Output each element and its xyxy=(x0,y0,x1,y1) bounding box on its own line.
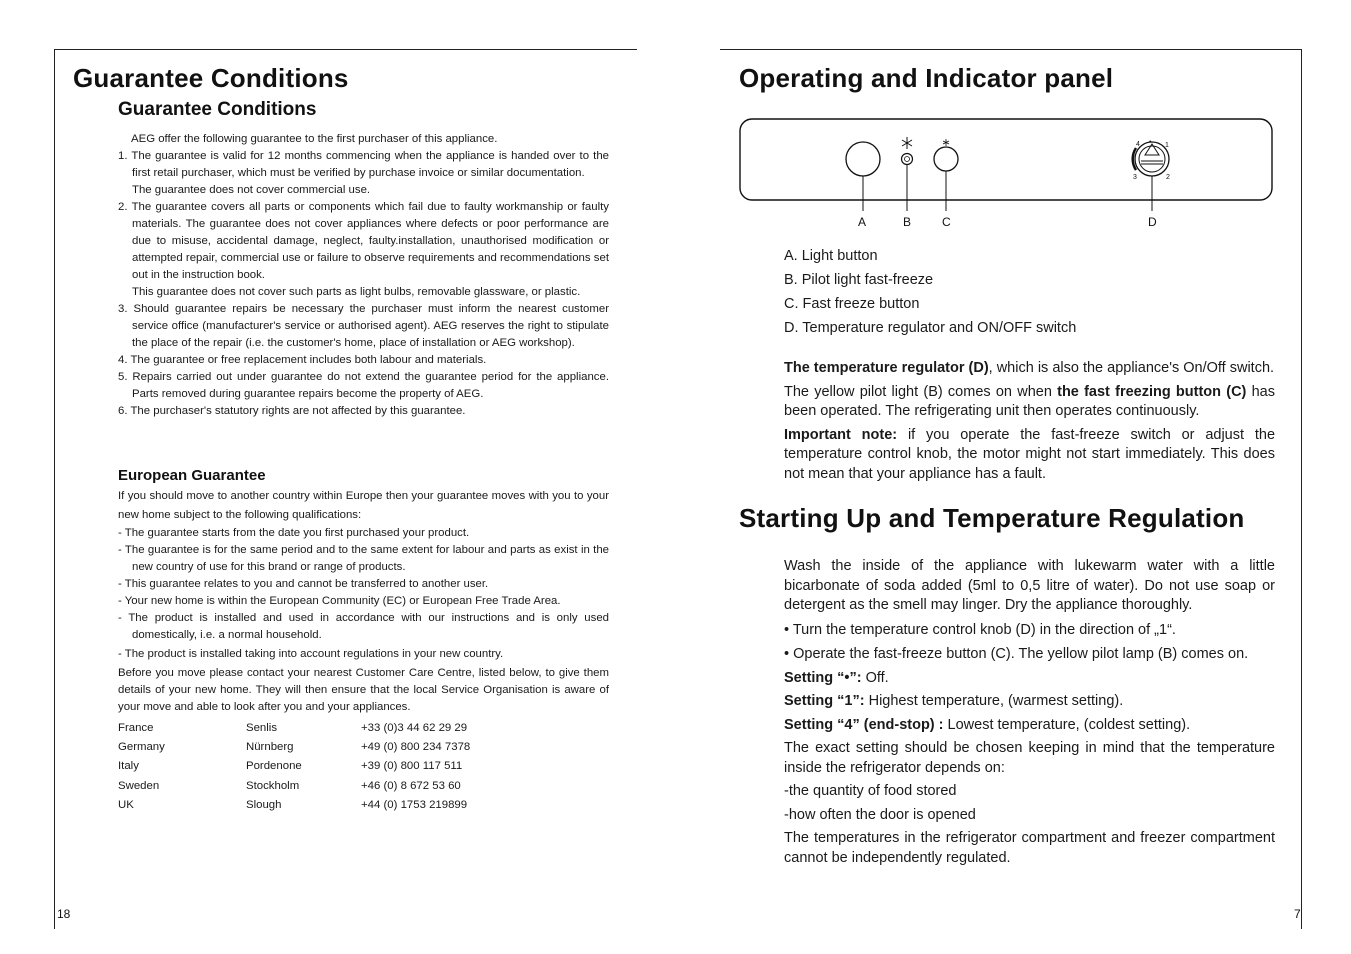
fast-freeze-button-icon xyxy=(934,147,958,171)
setting-4-text: Lowest temperature, (coldest setting). xyxy=(943,716,1191,733)
european-item-3: - This guarantee relates to you and cannot be transferred to another user. xyxy=(118,578,489,590)
guarantee-item-3: 3. Should guarantee repairs be necessary the purchaser must inform the nearest customer service office (manufacturer's service or authorised agent). AEG reserves the right to stipulate the place of the repair (i.e. the customer's home, place of installation or AEG workshop). xyxy=(118,303,609,349)
guarantee-item-4: 4. The guarantee or free replacement includes both labour and materials. xyxy=(118,354,487,366)
european-item-6: - The product is installed taking into account regulations in your new country. xyxy=(118,648,504,660)
contact-phone: +49 (0) 800 234 7378 xyxy=(361,741,471,753)
operating-panel-title: Operating and Indicator panel xyxy=(739,63,1114,93)
contact-row xyxy=(118,722,578,741)
snowflake-icon xyxy=(902,137,912,149)
european-guarantee-heading: European Guarantee xyxy=(118,467,266,484)
contact-row xyxy=(118,760,578,779)
guarantee-item-5: 5. Repairs carried out under guarantee do not extend the guarantee period for the appliance. Parts removed during guarantee repairs become the property of AEG. xyxy=(118,371,609,400)
contact-city: Slough xyxy=(246,799,282,811)
contact-row xyxy=(118,799,578,818)
contact-country: Sweden xyxy=(118,780,160,792)
european-item-1: - The guarantee starts from the date you first purchased your product. xyxy=(118,527,470,539)
guarantee-subtitle: Guarantee Conditions xyxy=(118,99,317,120)
important-note-paragraph xyxy=(784,426,1275,485)
important-note-text: if you operate the fast-freeze switch or adjust the temperature control knob, the motor might not start immediately. This does not mean that your appliance has a fault. xyxy=(784,426,1276,482)
regulator-paragraph xyxy=(784,359,1275,379)
starting-up-body xyxy=(784,557,1275,868)
left-side-rule xyxy=(54,49,55,929)
european-guarantee-body xyxy=(118,487,609,716)
right-top-rule xyxy=(720,49,1302,50)
exact-setting-paragraph: The exact setting should be chosen keeping in mind that the temperature inside the refrigerator depends on: xyxy=(784,740,1275,776)
dial-mark-2: 2 xyxy=(1166,174,1170,181)
legend-item-c: C. Fast freeze button xyxy=(784,296,920,312)
light-button-icon xyxy=(846,142,880,176)
fast-freeze-snowflake-icon xyxy=(943,139,949,146)
contact-intro: Before you move please contact your nearest Customer Care Centre, listed below, to give them details of your new home. They will then ensure that the local Service Organisation is aware of your move and able to look after you and your appliances. xyxy=(118,667,609,713)
contact-row xyxy=(118,780,578,799)
contact-city: Senlis xyxy=(246,722,278,734)
dial-mark-off: • xyxy=(1149,139,1152,146)
guarantee-item-2: 2. The guarantee covers all parts or components which fail due to faulty workmanship or faulty materials. The guarantee does not cover appliances where defects or poor performance are due to misuse, accidental damage, neglect, faulty.installation, unauthorised modification or attempted repair, commercial use or failure to observe requirements and recommendations set out in the instruction book. xyxy=(118,201,609,281)
important-note-label: Important note: xyxy=(784,426,898,443)
dial-mark-4: 4 xyxy=(1136,141,1140,148)
contact-phone: +33 (0)3 44 62 29 29 xyxy=(361,722,468,734)
contact-country: UK xyxy=(118,799,134,811)
dial-mark-1: 1 xyxy=(1165,142,1169,149)
right-side-rule xyxy=(1301,49,1302,929)
factor-door: -how often the door is opened xyxy=(784,806,976,823)
setting-1-label: Setting “1”: xyxy=(784,693,865,709)
turn-knob-step: • Turn the temperature control knob (D) in the direction of „1“. xyxy=(784,621,1176,638)
contact-country: Germany xyxy=(118,741,165,753)
left-page-number: 18 xyxy=(57,907,71,921)
european-item-4: - Your new home is within the European Community (EC) or European Free Trade Area. xyxy=(118,595,561,607)
control-panel-diagram xyxy=(735,113,1280,233)
setting-4 xyxy=(784,716,1275,736)
panel-outline xyxy=(740,119,1272,200)
contact-city: Nürnberg xyxy=(246,741,294,753)
guarantee-item-6: 6. The purchaser's statutory rights are not affected by this guarantee. xyxy=(118,405,466,417)
pilot-bold: the fast freezing button (C) xyxy=(1057,383,1247,400)
pilot-text-a: The yellow pilot light (B) comes on when xyxy=(784,383,1058,400)
label-b: B xyxy=(903,215,912,229)
setting-1 xyxy=(784,692,1275,712)
contact-row xyxy=(118,741,578,760)
european-intro: If you should move to another country within Europe then your guarantee moves with you to your new home subject to the following qualifications: xyxy=(118,490,609,521)
guarantee-item-1: 1. The guarantee is valid for 12 months commencing when the appliance is handed over to the first retail purchaser, which must be verified by purchase invoice or similar documentation. xyxy=(118,150,609,179)
contact-country: Italy xyxy=(118,760,139,772)
label-a: A xyxy=(858,215,867,229)
panel-legend xyxy=(784,247,1274,343)
contact-phone: +44 (0) 1753 219899 xyxy=(361,799,468,811)
pilot-text-b: has been operated. The refrigerating unit then operates continuously. xyxy=(784,383,1275,419)
european-item-5: - The product is installed and used in accordance with our instructions and is only used domestically, i.e. a normal household. xyxy=(118,612,609,641)
wash-paragraph: Wash the inside of the appliance with lukewarm water with a little bicarbonate of soda added (5ml to 0,5 litre of water). Do not use soap or detergent as the smell may linger. Dry the appliance thoroughly. xyxy=(784,558,1275,613)
guarantee-intro: AEG offer the following guarantee to the first purchaser of this appliance. xyxy=(131,133,498,145)
compartments-paragraph: The temperatures in the refrigerator compartment and freezer compartment cannot be independently regulated. xyxy=(784,830,1275,866)
setting-off-label: Setting “•”: xyxy=(784,669,862,686)
fast-freeze-step: • Operate the fast-freeze button (C). The yellow pilot lamp (B) comes on. xyxy=(784,646,1249,662)
contact-phone: +46 (0) 8 672 53 60 xyxy=(361,780,461,792)
label-c: C xyxy=(942,215,951,229)
right-page-number: 7 xyxy=(1294,907,1301,921)
panel-description xyxy=(784,359,1275,484)
guarantee-title: Guarantee Conditions xyxy=(73,63,349,93)
label-d: D xyxy=(1148,215,1157,229)
guarantee-note-parts: This guarantee does not cover such parts as light bulbs, removable glassware, or plastic. xyxy=(132,286,581,298)
contact-phone: +39 (0) 800 117 511 xyxy=(361,760,463,772)
setting-off xyxy=(784,669,1275,689)
setting-1-text: Highest temperature, (warmest setting). xyxy=(864,693,1124,709)
legend-item-b: B. Pilot light fast-freeze xyxy=(784,272,934,288)
legend-item-a: A. Light button xyxy=(784,248,878,264)
setting-off-text: Off. xyxy=(861,669,889,686)
factor-food: -the quantity of food stored xyxy=(784,783,957,799)
guarantee-body xyxy=(118,131,609,420)
legend-item-d: D. Temperature regulator and ON/OFF switch xyxy=(784,320,1077,336)
guarantee-note-commercial: The guarantee does not cover commercial use. xyxy=(132,184,371,196)
regulator-text: , which is also the appliance's On/Off switch. xyxy=(988,360,1275,376)
pilot-light-icon xyxy=(902,154,913,165)
pilot-light-paragraph xyxy=(784,383,1275,422)
setting-4-label: Setting “4” (end-stop) : xyxy=(784,716,944,733)
contact-city: Pordenone xyxy=(246,760,302,772)
left-top-rule xyxy=(54,49,637,50)
european-item-2: - The guarantee is for the same period and to the same extent for labour and parts as exist in the new country of use for this brand or range of products. xyxy=(118,544,609,573)
starting-up-title: Starting Up and Temperature Regulation xyxy=(739,503,1245,533)
contact-city: Stockholm xyxy=(246,780,300,792)
dial-mark-3: 3 xyxy=(1133,174,1137,181)
regulator-bold: The temperature regulator (D) xyxy=(784,360,989,376)
contact-country: France xyxy=(118,722,154,734)
